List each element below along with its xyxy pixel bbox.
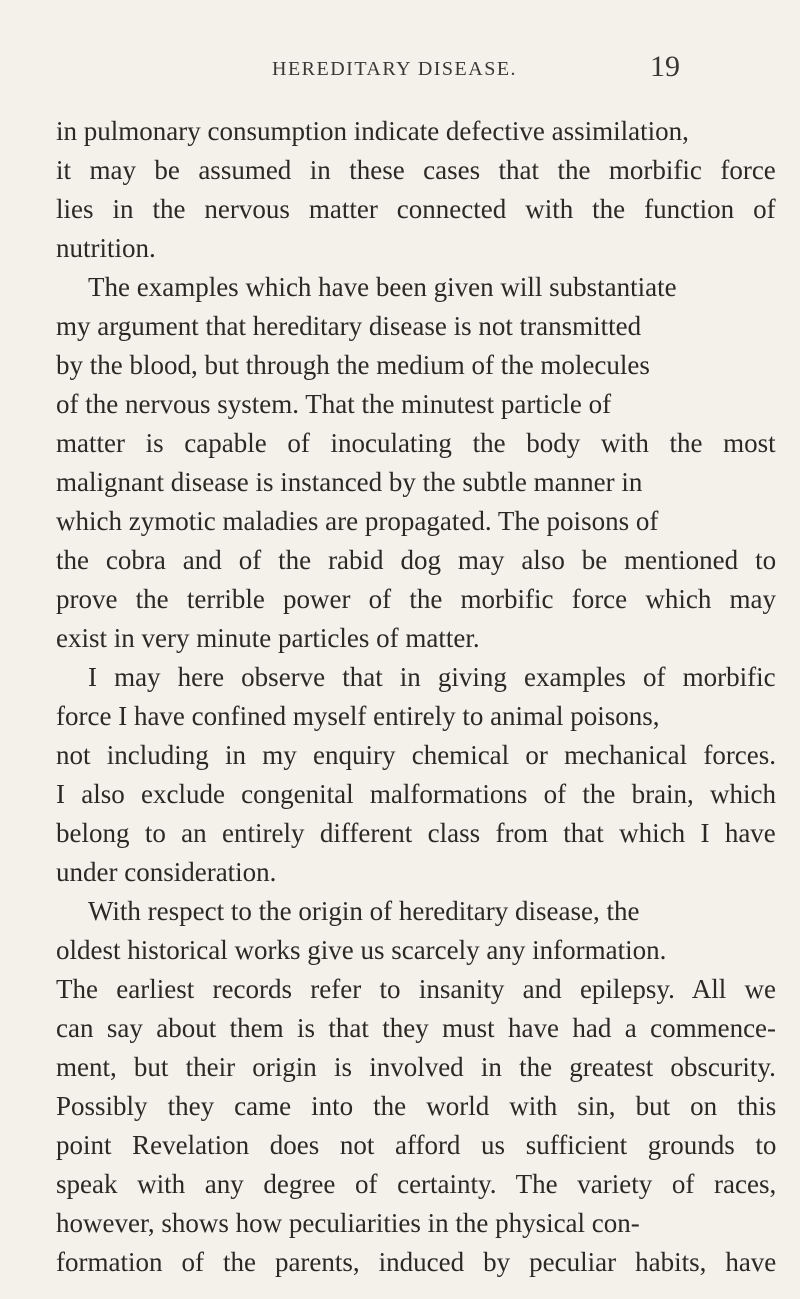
text-line: prove the terrible power of the morbific force which may [56, 584, 777, 614]
text-line: exist in very minute particles of matter. [56, 623, 480, 653]
text-line: nutrition. [56, 233, 156, 263]
text-line: I also exclude congenital malformations of the brain, which [56, 779, 777, 809]
text-line: oldest historical works give us scarcely any information. [56, 935, 667, 965]
text-line: force I have confined myself entirely to animal poisons, [56, 701, 660, 731]
text-line: The earliest records refer to insanity and epilepsy. All we [56, 974, 777, 1004]
text-line: point Revelation does not afford us sufficient grounds to [56, 1130, 777, 1160]
text-line: under consideration. [56, 857, 277, 887]
text-line: the cobra and of the rabid dog may also be mentioned to [56, 545, 777, 575]
text-line: my argument that hereditary disease is not transmitted [56, 311, 642, 341]
text-line: speak with any degree of certainty. The variety of races, [56, 1169, 777, 1199]
text-line: not including in my enquiry chemical or mechanical forces. [56, 740, 777, 770]
text-line: which zymotic maladies are propagated. The poisons of [56, 506, 659, 536]
text-line: Possibly they came into the world with sin, but on this [56, 1091, 777, 1121]
text-line: malignant disease is instanced by the subtle manner in [56, 467, 643, 497]
text-line: belong to an entirely different class from that which I have [56, 818, 776, 848]
text-line: matter is capable of inoculating the body with the most [56, 428, 776, 458]
text-line: by the blood, but through the medium of the molecules [56, 350, 650, 380]
text-line: I may here observe that in giving examples of morbific [88, 662, 776, 692]
text-line: can say about them is that they must have had a commence- [56, 1013, 777, 1043]
text-line: With respect to the origin of hereditary disease, the [88, 896, 640, 926]
running-head: HEREDITARY DISEASE. [272, 58, 518, 80]
page-number: 19 [650, 50, 680, 83]
text-line: however, shows how peculiarities in the physical con- [56, 1208, 640, 1238]
body-text [56, 112, 776, 1282]
text-line: it may be assumed in these cases that the morbific force [56, 155, 776, 185]
text-line: formation of the parents, induced by peculiar habits, have [56, 1247, 777, 1277]
text-line: lies in the nervous matter connected with the function of [56, 194, 776, 224]
text-line: in pulmonary consumption indicate defective assimilation, [56, 116, 689, 146]
text-line: ment, but their origin is involved in the greatest obscurity. [56, 1052, 776, 1082]
text-line: of the nervous system. That the minutest particle of [56, 389, 612, 419]
text-line: The examples which have been given will substantiate [88, 272, 677, 302]
